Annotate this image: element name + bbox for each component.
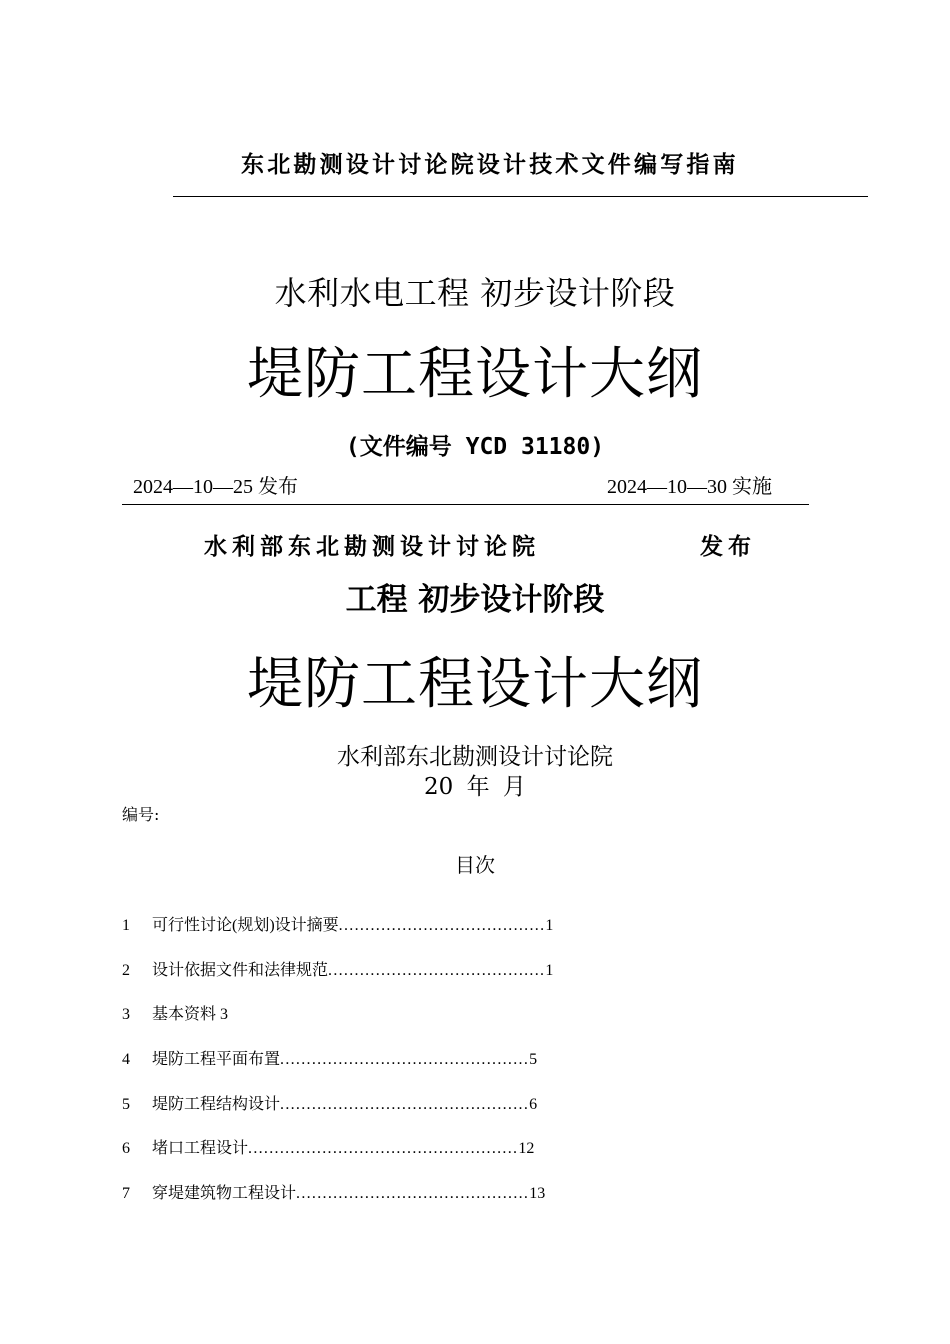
toc-item-title: 堤防工程平面布置 <box>152 1051 281 1068</box>
toc-item[interactable] <box>122 957 553 980</box>
toc-item-leader: ......................................... <box>328 962 546 979</box>
toc-item-page: 1 <box>545 917 554 934</box>
date-rule <box>122 504 809 505</box>
guide-title: 东北勘测设计讨论院设计技术文件编写指南 <box>241 151 739 178</box>
cover-stage-title: 水利水电工程 初步设计阶段 <box>274 274 676 312</box>
toc-item[interactable] <box>122 1001 228 1024</box>
toc-item-title: 可行性讨论(规划)设计摘要 <box>152 917 339 934</box>
toc-item-title: 穿堤建筑物工程设计 <box>152 1185 297 1202</box>
toc-item-leader: ....................................... <box>338 917 546 934</box>
cover-main-title: 堤防工程设计大纲 <box>247 342 703 407</box>
code-label: 编号: <box>122 805 160 824</box>
year-month-line: 20 年 月 <box>424 774 526 800</box>
release-date: 2024—10—25 发布 <box>133 476 298 498</box>
toc-item[interactable] <box>122 1135 534 1158</box>
toc-item[interactable] <box>122 1046 537 1069</box>
toc-item-leader: ............................................... <box>280 1096 530 1113</box>
toc-item[interactable] <box>122 1091 537 1114</box>
toc-item-page: 5 <box>529 1051 538 1068</box>
toc-item[interactable] <box>122 1180 545 1203</box>
toc-item-leader: ............................................... <box>280 1051 530 1068</box>
toc-item-leader: ................................................... <box>248 1140 519 1157</box>
toc-item-title: 设计依据文件和法律规范 <box>152 962 329 979</box>
toc-item-number: 1 <box>122 917 130 934</box>
toc-item[interactable] <box>122 912 553 935</box>
toc-item-title: 堤防工程结构设计 <box>152 1096 281 1113</box>
publisher-name: 水利部东北勘测设计讨论院 <box>204 533 540 560</box>
header-rule <box>173 196 868 197</box>
toc-item-title: 基本资料 3 <box>152 1006 229 1023</box>
title-page-main-title: 堤防工程设计大纲 <box>247 652 703 717</box>
toc-item-page: 6 <box>529 1096 538 1113</box>
toc-item-number: 4 <box>122 1051 130 1068</box>
toc-item-number: 5 <box>122 1096 130 1113</box>
toc-heading: 目次 <box>455 853 495 877</box>
toc-item-number: 7 <box>122 1185 130 1202</box>
file-number: (文件编号 YCD 31180) <box>345 434 605 460</box>
toc-item-page: 13 <box>529 1185 546 1202</box>
toc-item-leader: ............................................ <box>296 1185 530 1202</box>
toc-item-number: 3 <box>122 1006 130 1023</box>
toc-item-number: 6 <box>122 1140 130 1157</box>
toc-item-number: 2 <box>122 962 130 979</box>
effective-date: 2024—10—30 实施 <box>607 476 772 498</box>
toc-item-title: 堵口工程设计 <box>152 1140 249 1157</box>
toc-item-page: 12 <box>518 1140 535 1157</box>
title-page-stage-title: 工程 初步设计阶段 <box>345 582 605 618</box>
publish-word: 发布 <box>700 533 756 560</box>
institute-name: 水利部东北勘测设计讨论院 <box>337 744 613 770</box>
toc-item-page: 1 <box>545 962 554 979</box>
